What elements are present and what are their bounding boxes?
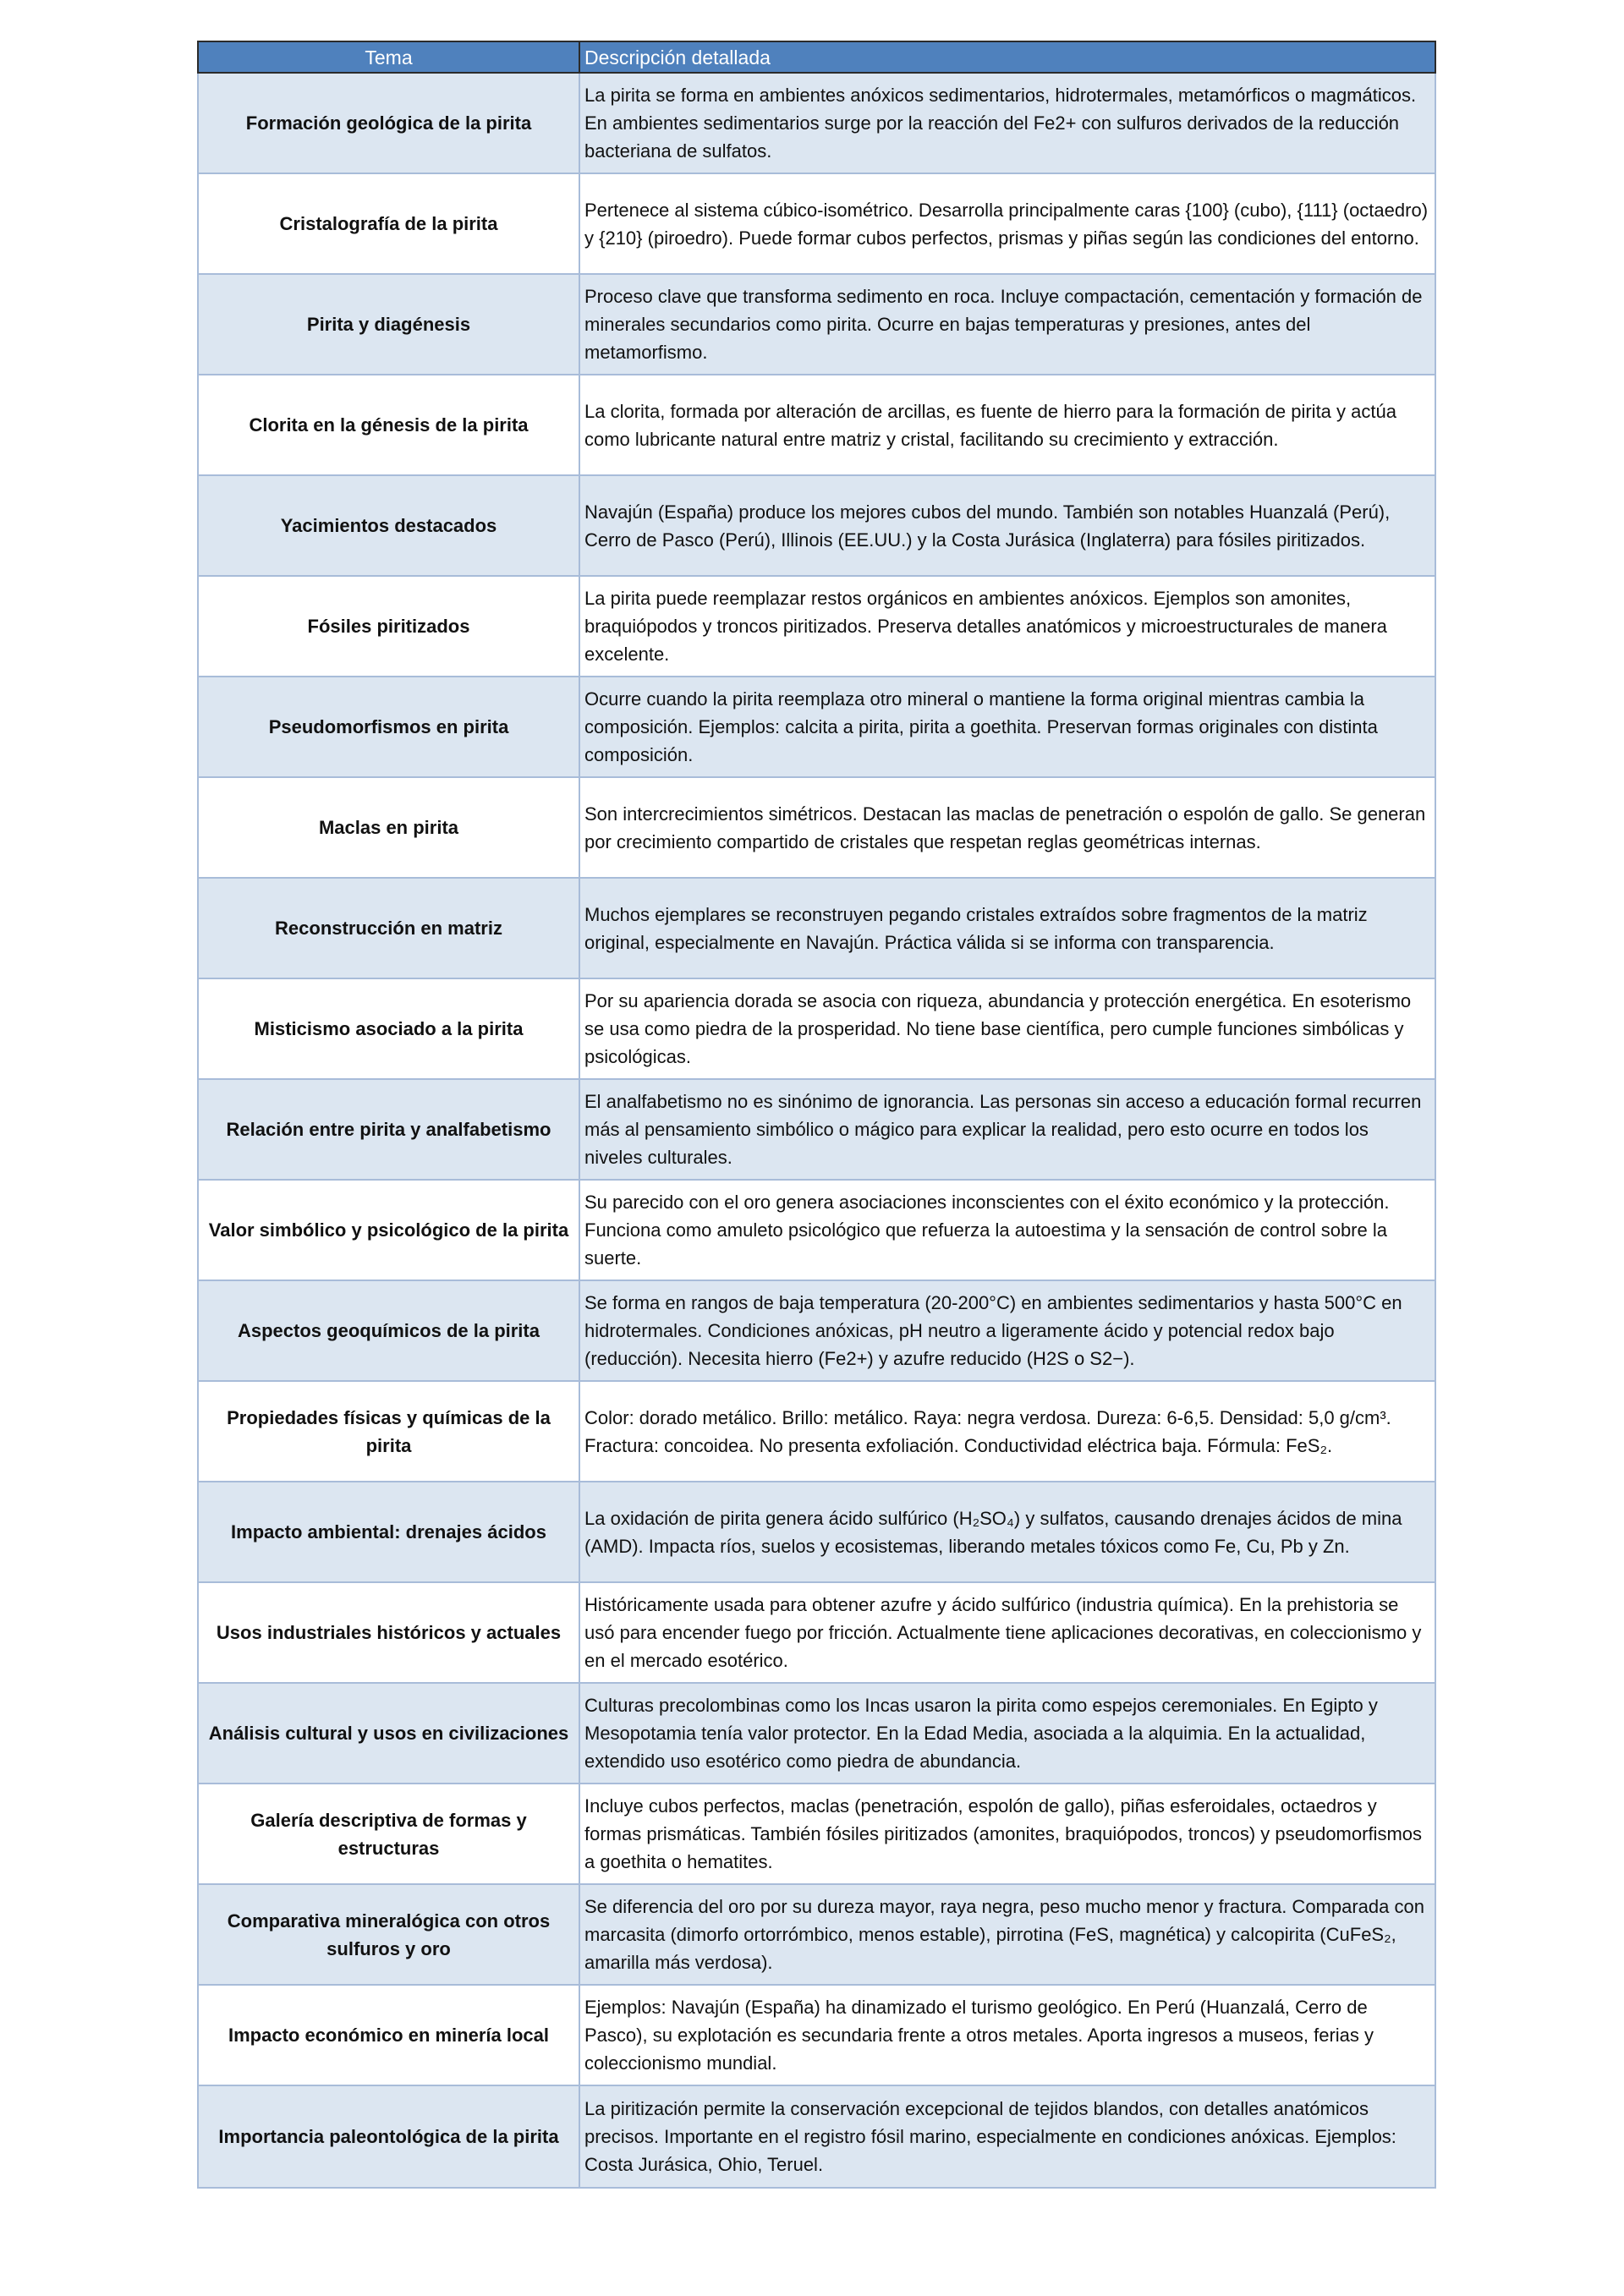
table-row [198, 1180, 1435, 1280]
row-description: La oxidación de pirita genera ácido sulfúrico (H₂SO₄) y sulfatos, causando drenajes ácidos de mina (AMD). Impacta ríos, suelos y ecosistemas, liberando metales tóxicos como Fe, Cu, Pb y Zn. [579, 1482, 1435, 1582]
row-topic: Clorita en la génesis de la pirita [198, 375, 579, 475]
row-topic: Pirita y diagénesis [198, 274, 579, 375]
row-description: Culturas precolombinas como los Incas usaron la pirita como espejos ceremoniales. En Egipto y Mesopotamia tenía valor protector. En la Edad Media, asociada a la alquimia. En la actualidad, extendido uso esotérico como piedra de abundancia. [579, 1683, 1435, 1784]
row-topic: Aspectos geoquímicos de la pirita [198, 1280, 579, 1381]
table-row [198, 2085, 1435, 2188]
header-tema: Tema [198, 41, 579, 73]
table-row [198, 1985, 1435, 2085]
table-row [198, 274, 1435, 375]
row-topic: Relación entre pirita y analfabetismo [198, 1079, 579, 1180]
row-description: El analfabetismo no es sinónimo de ignorancia. Las personas sin acceso a educación formal recurren más al pensamiento simbólico o mágico para explicar la realidad, pero esto ocurre en todos los niveles culturales. [579, 1079, 1435, 1180]
row-description: Se diferencia del oro por su dureza mayor, raya negra, peso mucho menor y fractura. Comparada con marcasita (dimorfo ortorrómbico, menos estable), pirrotina (FeS, magnética) y calcopirita (CuFeS₂, amarilla más verdosa). [579, 1884, 1435, 1985]
row-topic: Fósiles piritizados [198, 576, 579, 677]
table-row [198, 1482, 1435, 1582]
table-row [198, 777, 1435, 878]
row-topic: Maclas en pirita [198, 777, 579, 878]
row-description: Color: dorado metálico. Brillo: metálico. Raya: negra verdosa. Dureza: 6-6,5. Densidad: 5,0 g/cm³. Fractura: concoidea. No presenta exfoliación. Conductividad eléctrica baja. Fórmula: FeS₂. [579, 1381, 1435, 1482]
row-topic: Impacto económico en minería local [198, 1985, 579, 2085]
row-description: Por su apariencia dorada se asocia con riqueza, abundancia y protección energética. En esoterismo se usa como piedra de la prosperidad. No tiene base científica, pero cumple funciones simbólicas y psicológicas. [579, 978, 1435, 1079]
table-row [198, 1280, 1435, 1381]
row-topic: Comparativa mineralógica con otros sulfuros y oro [198, 1884, 579, 1985]
row-description: La piritización permite la conservación excepcional de tejidos blandos, con detalles anatómicos precisos. Importante en el registro fósil marino, especialmente en condiciones anóxicas. Ejemplos: Costa Jurásica, Ohio, Teruel. [579, 2085, 1435, 2188]
row-description: La pirita puede reemplazar restos orgánicos en ambientes anóxicos. Ejemplos son amonites, braquiópodos y troncos piritizados. Preserva detalles anatómicos y microestructurales de manera excelente. [579, 576, 1435, 677]
row-description: Se forma en rangos de baja temperatura (20-200°C) en ambientes sedimentarios y hasta 500°C en hidrotermales. Condiciones anóxicas, pH neutro a ligeramente ácido y potencial redox bajo (reducción). Necesita hierro (Fe2+) y azufre reducido (H2S o S2−). [579, 1280, 1435, 1381]
table-row [198, 576, 1435, 677]
table-row [198, 73, 1435, 173]
row-topic: Pseudomorfismos en pirita [198, 677, 579, 777]
row-topic: Importancia paleontológica de la pirita [198, 2085, 579, 2188]
row-topic: Reconstrucción en matriz [198, 878, 579, 978]
row-topic: Formación geológica de la pirita [198, 73, 579, 173]
row-topic: Galería descriptiva de formas y estructuras [198, 1784, 579, 1884]
row-description: Son intercrecimientos simétricos. Destacan las maclas de penetración o espolón de gallo. Se generan por crecimiento compartido de cristales que respetan reglas geométricas internas. [579, 777, 1435, 878]
row-description: La clorita, formada por alteración de arcillas, es fuente de hierro para la formación de pirita y actúa como lubricante natural entre matriz y cristal, facilitando su crecimiento y extracción. [579, 375, 1435, 475]
row-topic: Usos industriales históricos y actuales [198, 1582, 579, 1683]
table-row [198, 978, 1435, 1079]
row-description: Históricamente usada para obtener azufre y ácido sulfúrico (industria química). En la prehistoria se usó para encender fuego por fricción. Actualmente tiene aplicaciones decorativas, en coleccionismo y en el mercado esotérico. [579, 1582, 1435, 1683]
row-description: Proceso clave que transforma sedimento en roca. Incluye compactación, cementación y formación de minerales secundarios como pirita. Ocurre en bajas temperaturas y presiones, antes del metamorfismo. [579, 274, 1435, 375]
table-row [198, 878, 1435, 978]
table-row [198, 677, 1435, 777]
table-row [198, 1381, 1435, 1482]
pyrite-topics-table [197, 41, 1436, 2189]
header-descripcion: Descripción detallada [579, 41, 1435, 73]
row-topic: Misticismo asociado a la pirita [198, 978, 579, 1079]
row-topic: Impacto ambiental: drenajes ácidos [198, 1482, 579, 1582]
row-description: Muchos ejemplares se reconstruyen pegando cristales extraídos sobre fragmentos de la matriz original, especialmente en Navajún. Práctica válida si se informa con transparencia. [579, 878, 1435, 978]
row-description: Su parecido con el oro genera asociaciones inconscientes con el éxito económico y la protección. Funciona como amuleto psicológico que refuerza la autoestima y la sensación de control sobre la suerte. [579, 1180, 1435, 1280]
table-row [198, 173, 1435, 274]
row-topic: Valor simbólico y psicológico de la pirita [198, 1180, 579, 1280]
row-topic: Propiedades físicas y químicas de la pirita [198, 1381, 579, 1482]
row-description: Navajún (España) produce los mejores cubos del mundo. También son notables Huanzalá (Perú), Cerro de Pasco (Perú), Illinois (EE.UU.) y la Costa Jurásica (Inglaterra) para fósiles piritizados. [579, 475, 1435, 576]
table-row [198, 1079, 1435, 1180]
row-topic: Cristalografía de la pirita [198, 173, 579, 274]
row-description: Ocurre cuando la pirita reemplaza otro mineral o mantiene la forma original mientras cambia la composición. Ejemplos: calcita a pirita, pirita a goethita. Preservan formas originales con distinta composición. [579, 677, 1435, 777]
table-row [198, 375, 1435, 475]
table-header-row [198, 41, 1435, 73]
row-description: Pertenece al sistema cúbico-isométrico. Desarrolla principalmente caras {100} (cubo), {111} (octaedro) y {210} (piroedro). Puede formar cubos perfectos, prismas y piñas según las condiciones del entorno. [579, 173, 1435, 274]
table-row [198, 1582, 1435, 1683]
table-row [198, 1884, 1435, 1985]
row-description: Ejemplos: Navajún (España) ha dinamizado el turismo geológico. En Perú (Huanzalá, Cerro de Pasco), su explotación es secundaria frente a otros metales. Aporta ingresos a museos, ferias y coleccionismo mundial. [579, 1985, 1435, 2085]
row-topic: Yacimientos destacados [198, 475, 579, 576]
table-row [198, 475, 1435, 576]
table-row [198, 1683, 1435, 1784]
row-description: Incluye cubos perfectos, maclas (penetración, espolón de gallo), piñas esferoidales, octaedros y formas prismáticas. También fósiles piritizados (amonites, braquiópodos, troncos) y pseudomorfismos a goethita o hematites. [579, 1784, 1435, 1884]
row-topic: Análisis cultural y usos en civilizaciones [198, 1683, 579, 1784]
row-description: La pirita se forma en ambientes anóxicos sedimentarios, hidrotermales, metamórficos o magmáticos. En ambientes sedimentarios surge por la reacción del Fe2+ con sulfuros derivados de la reducción bacteriana de sulfatos. [579, 73, 1435, 173]
table-row [198, 1784, 1435, 1884]
